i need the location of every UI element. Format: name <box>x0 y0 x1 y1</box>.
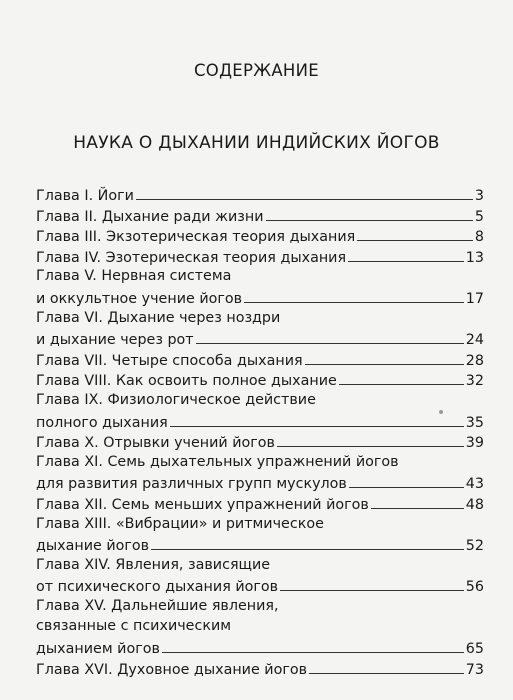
toc-entry-text: Глава VIII. Как освоить полное дыхание <box>36 373 337 390</box>
toc-line <box>36 637 484 658</box>
toc-line <box>36 246 484 267</box>
toc-line <box>36 472 484 493</box>
toc-entry <box>36 369 484 390</box>
toc-leader-line <box>357 225 473 241</box>
toc-entry-text: Глава I. Йоги <box>36 188 134 204</box>
toc-entry-text: и оккультное учение йогов <box>36 290 243 307</box>
toc-leader-line <box>349 472 464 488</box>
toc-page-number: 5 <box>474 208 484 225</box>
toc-line <box>36 493 484 514</box>
book-title: НАУКА О ДЫХАНИИ ИНДИЙСКИХ ЙОГОВ <box>73 133 440 153</box>
toc-entry <box>36 431 484 452</box>
toc-entry <box>36 555 484 596</box>
toc-page-number: 35 <box>465 414 484 431</box>
toc-entry-text: Глава IV. Эзотерическая теория дыхания <box>36 249 347 266</box>
toc-line <box>36 616 484 637</box>
toc-entry-text: Глава IX. Физиологическое действие <box>36 391 316 408</box>
toc-line <box>36 514 484 535</box>
toc-entry <box>36 225 484 246</box>
toc-entry-text: связанные с психическим <box>36 618 232 635</box>
toc-entry <box>36 493 484 514</box>
print-speck <box>439 410 443 414</box>
toc-entry-text: Глава X. Отрывки учений йогов <box>36 435 275 452</box>
toc-entry-text: Глава VII. Четыре способа дыхания <box>36 352 303 369</box>
toc-leader-line <box>151 534 464 550</box>
toc-line <box>36 369 484 390</box>
toc-leader-line <box>280 575 464 591</box>
toc-page-number: 24 <box>465 332 484 349</box>
toc-entry-text: для развития различных групп мускулов <box>36 476 347 493</box>
toc-line <box>36 575 484 596</box>
toc-line <box>36 534 484 555</box>
toc-entry-text: Глава VI. Дыхание через ноздри <box>36 309 281 326</box>
toc-entry-text: Глава XI. Семь дыхательных упражнений йогов <box>36 453 399 470</box>
toc-entry <box>36 390 484 431</box>
toc-line <box>36 452 484 473</box>
toc-entry-text: полного дыхания <box>36 414 168 431</box>
toc-leader-line <box>277 431 464 447</box>
toc-line <box>36 205 484 226</box>
toc-line <box>36 658 484 679</box>
toc-entry <box>36 246 484 267</box>
toc-entry-text: Глава XII. Семь меньших упражнений йогов <box>36 496 369 513</box>
toc-page-number: 32 <box>465 373 484 390</box>
toc-line <box>36 287 484 308</box>
toc-entry-text: Глава XV. Дальнейшие явления, <box>36 597 279 614</box>
toc-entry <box>36 452 484 493</box>
toc-line <box>36 431 484 452</box>
toc-leader-line <box>136 184 473 200</box>
toc-page-number: 43 <box>465 476 484 493</box>
toc-page-number: 8 <box>474 229 484 246</box>
toc-page-number: 73 <box>465 661 484 678</box>
toc-entry <box>36 205 484 226</box>
toc-line <box>36 266 484 287</box>
toc-leader-line <box>309 658 464 674</box>
toc-line <box>36 555 484 576</box>
toc-line <box>36 411 484 432</box>
toc-page-number: 52 <box>465 538 484 555</box>
toc-leader-line <box>371 493 464 509</box>
toc-leader-line <box>348 246 464 262</box>
toc-entry-text: и дыхание через рот <box>36 332 194 349</box>
toc-line <box>36 596 484 617</box>
toc-page-number: 56 <box>465 579 484 596</box>
toc-entry <box>36 596 484 658</box>
toc-entry-text: Глава XVI. Духовное дыхание йогов <box>36 661 308 678</box>
toc-leader-line <box>339 369 464 385</box>
toc-line <box>36 349 484 370</box>
toc-line <box>36 225 484 246</box>
toc-leader-line <box>244 287 464 303</box>
toc-entry-text: Глава III. Экзотерическая теория дыхания <box>36 229 356 246</box>
toc-line <box>36 328 484 349</box>
toc-page-number: 13 <box>465 249 484 266</box>
toc-entry-text: дыхание йогов <box>36 538 150 555</box>
toc-entry-text: дыханием йогов <box>36 641 160 658</box>
contents-heading: СОДЕРЖАНИЕ <box>193 61 319 80</box>
toc-entry-text: Глава V. Нервная система <box>36 268 232 285</box>
toc-entry-text: Глава II. Дыхание ради жизни <box>36 208 264 225</box>
toc-entry-text: от психического дыхания йогов <box>36 579 279 596</box>
toc-entry <box>36 514 484 555</box>
toc-page-number: 65 <box>465 641 484 658</box>
toc-entry <box>36 184 484 205</box>
toc-entry <box>36 308 484 349</box>
table-of-contents <box>36 184 484 678</box>
toc-leader-line <box>305 349 464 365</box>
toc-entry-text: Глава XIV. Явления, зависящие <box>36 556 271 573</box>
toc-entry <box>36 266 484 307</box>
toc-page-number: 3 <box>474 188 484 204</box>
toc-line <box>36 184 484 205</box>
toc-line <box>36 390 484 411</box>
toc-leader-line <box>170 411 464 427</box>
toc-entry <box>36 349 484 370</box>
toc-page-number: 28 <box>465 352 484 369</box>
toc-page-number: 17 <box>465 290 484 307</box>
toc-line <box>36 308 484 329</box>
toc-entry-text: Глава XIII. «Вибрации» и ритмическое <box>36 515 324 532</box>
toc-entry <box>36 658 484 679</box>
toc-page-number: 39 <box>465 435 484 452</box>
toc-page-number: 48 <box>465 496 484 513</box>
toc-leader-line <box>162 637 464 653</box>
toc-leader-line <box>266 205 473 221</box>
toc-leader-line <box>196 328 464 344</box>
